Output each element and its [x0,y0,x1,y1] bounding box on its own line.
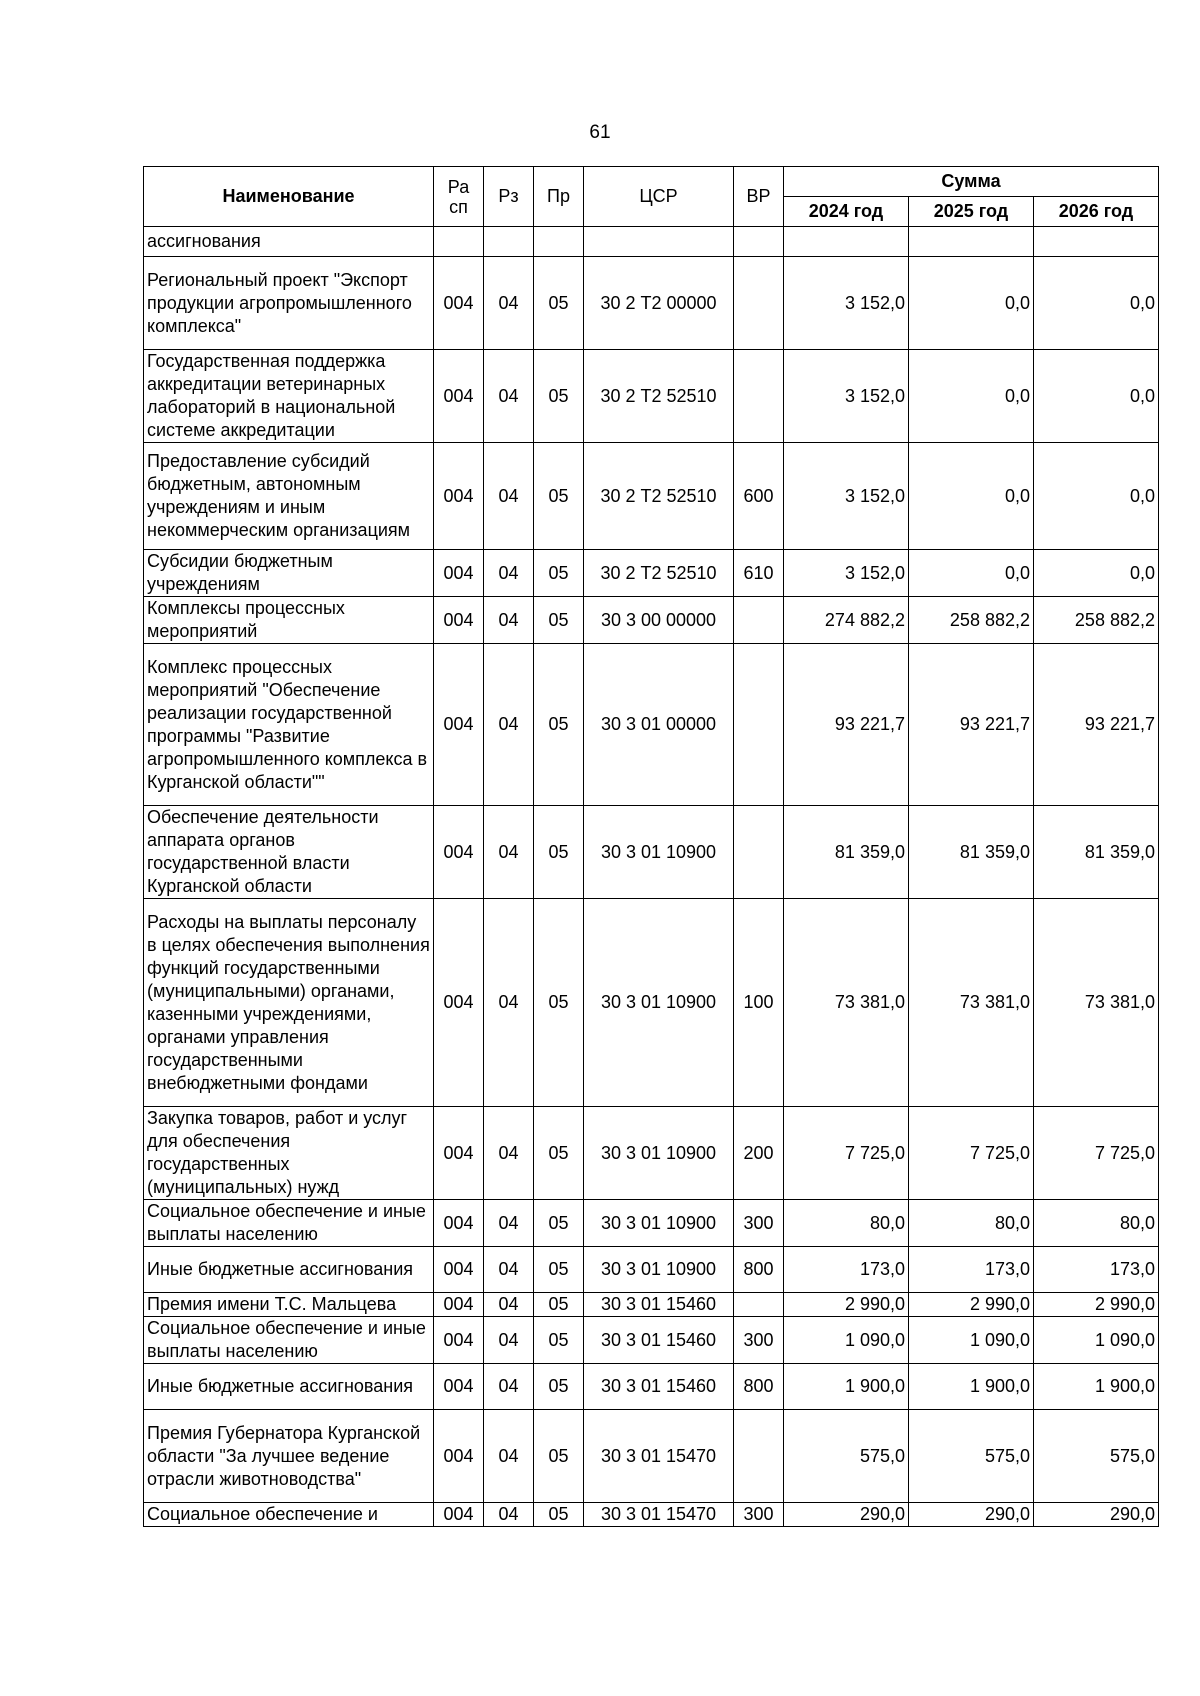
row-csr: 30 2 Т2 52510 [584,443,734,550]
row-2025: 2 990,0 [909,1293,1034,1317]
row-name: Иные бюджетные ассигнования [144,1247,434,1293]
table-row [144,1107,1159,1200]
row-pr: 05 [534,1107,584,1200]
row-name: Обеспечение деятельности аппарата органов государственной власти Курганской области [144,806,434,899]
row-name: Комплексы процессных мероприятий [144,597,434,644]
header-vr: ВР [734,167,784,227]
row-vr [734,257,784,350]
table-row [144,644,1159,806]
row-rasp: 004 [434,1317,484,1364]
header-rasp-line1: Ра [447,176,470,197]
row-name: Региональный проект "Экспорт продукции агропромышленного комплекса" [144,257,434,350]
row-name: Иные бюджетные ассигнования [144,1364,434,1410]
row-2026: 7 725,0 [1034,1107,1159,1200]
row-2025: 258 882,2 [909,597,1034,644]
table-row [144,350,1159,443]
row-rz: 04 [484,597,534,644]
row-2025: 575,0 [909,1410,1034,1503]
row-rasp: 004 [434,806,484,899]
row-name: Социальное обеспечение и иные выплаты населению [144,1317,434,1364]
row-2024: 3 152,0 [784,350,909,443]
row-rz: 04 [484,443,534,550]
row-2026: 258 882,2 [1034,597,1159,644]
row-csr: 30 3 01 15460 [584,1364,734,1410]
row-2024 [784,227,909,257]
row-rz: 04 [484,1317,534,1364]
table-row [144,899,1159,1107]
row-2025: 0,0 [909,257,1034,350]
row-csr: 30 3 01 15470 [584,1410,734,1503]
row-pr: 05 [534,806,584,899]
header-rasp-line2: сп [449,196,468,217]
row-2026: 290,0 [1034,1503,1159,1527]
row-2024: 3 152,0 [784,443,909,550]
row-2025: 80,0 [909,1200,1034,1247]
row-2026: 80,0 [1034,1200,1159,1247]
row-name: Комплекс процессных мероприятий "Обеспечение реализации государственной программы "Развитие агропромышленного комплекса в Курганской области"" [144,644,434,806]
row-pr: 05 [534,1317,584,1364]
row-rz: 04 [484,1200,534,1247]
row-csr: 30 3 01 10900 [584,1107,734,1200]
table-row [144,1410,1159,1503]
table-row [144,1247,1159,1293]
row-vr: 300 [734,1200,784,1247]
row-csr: 30 3 01 10900 [584,899,734,1107]
table-row [144,257,1159,350]
row-2024: 274 882,2 [784,597,909,644]
table-header [144,167,1159,227]
row-2026: 0,0 [1034,550,1159,597]
row-rasp: 004 [434,257,484,350]
row-csr: 30 2 Т2 00000 [584,257,734,350]
row-rasp: 004 [434,597,484,644]
row-rz: 04 [484,1503,534,1527]
row-name: Субсидии бюджетным учреждениям [144,550,434,597]
row-rz [484,227,534,257]
page-number: 61 [589,122,611,143]
row-vr: 610 [734,550,784,597]
row-vr [734,644,784,806]
row-name: Социальное обеспечение и [144,1503,434,1527]
row-vr: 300 [734,1317,784,1364]
row-csr: 30 3 00 00000 [584,597,734,644]
row-csr: 30 3 01 15460 [584,1317,734,1364]
row-csr: 30 3 01 10900 [584,1247,734,1293]
table-row [144,1317,1159,1364]
row-2025: 0,0 [909,550,1034,597]
row-pr: 05 [534,899,584,1107]
row-2025: 1 090,0 [909,1317,1034,1364]
row-pr: 05 [534,1200,584,1247]
row-vr: 300 [734,1503,784,1527]
row-rz: 04 [484,257,534,350]
row-rasp: 004 [434,1503,484,1527]
row-pr [534,227,584,257]
row-2026: 575,0 [1034,1410,1159,1503]
row-2026: 81 359,0 [1034,806,1159,899]
row-2025: 0,0 [909,350,1034,443]
row-rz: 04 [484,644,534,806]
row-vr: 800 [734,1247,784,1293]
row-2024: 2 990,0 [784,1293,909,1317]
row-rasp: 004 [434,1107,484,1200]
table-row [144,1200,1159,1247]
row-pr: 05 [534,550,584,597]
row-rasp: 004 [434,1410,484,1503]
row-2025 [909,227,1034,257]
table-row [144,1293,1159,1317]
row-2026: 2 990,0 [1034,1293,1159,1317]
row-2025: 73 381,0 [909,899,1034,1107]
row-csr [584,227,734,257]
row-2025: 1 900,0 [909,1364,1034,1410]
table-row [144,806,1159,899]
row-vr [734,1293,784,1317]
row-rasp: 004 [434,644,484,806]
row-name: Премия Губернатора Курганской области "За лучшее ведение отрасли животноводства" [144,1410,434,1503]
row-2024: 7 725,0 [784,1107,909,1200]
row-2026: 1 090,0 [1034,1317,1159,1364]
row-2024: 80,0 [784,1200,909,1247]
row-2025: 173,0 [909,1247,1034,1293]
row-vr: 200 [734,1107,784,1200]
row-vr [734,806,784,899]
row-name: Предоставление субсидий бюджетным, автономным учреждениям и иным некоммерческим организациям [144,443,434,550]
row-rasp: 004 [434,1293,484,1317]
row-2024: 290,0 [784,1503,909,1527]
table-row [144,550,1159,597]
header-pr: Пр [534,167,584,227]
row-rasp: 004 [434,1247,484,1293]
row-rasp: 004 [434,550,484,597]
row-2024: 1 900,0 [784,1364,909,1410]
row-pr: 05 [534,350,584,443]
row-rasp: 004 [434,443,484,550]
row-2025: 7 725,0 [909,1107,1034,1200]
header-summa: Сумма [784,167,1159,197]
row-name: Расходы на выплаты персоналу в целях обеспечения выполнения функций государственными (муниципальными) органами, казенными учреждениями, органами управления государственными внебюджетными фондами [144,899,434,1107]
row-rz: 04 [484,1364,534,1410]
row-rz: 04 [484,1410,534,1503]
row-pr: 05 [534,644,584,806]
row-pr: 05 [534,1293,584,1317]
row-2026: 1 900,0 [1034,1364,1159,1410]
table-row [144,227,1159,257]
row-csr: 30 2 Т2 52510 [584,350,734,443]
row-pr: 05 [534,1247,584,1293]
table-row [144,597,1159,644]
table-row [144,1503,1159,1527]
table-row [144,1364,1159,1410]
row-2025: 0,0 [909,443,1034,550]
row-vr: 800 [734,1364,784,1410]
row-2024: 93 221,7 [784,644,909,806]
row-rz: 04 [484,1107,534,1200]
row-rz: 04 [484,806,534,899]
row-rz: 04 [484,1247,534,1293]
table-body [144,227,1159,1527]
row-2024: 3 152,0 [784,257,909,350]
row-rz: 04 [484,899,534,1107]
row-2026: 0,0 [1034,257,1159,350]
table-row [144,443,1159,550]
row-2026: 0,0 [1034,443,1159,550]
row-rasp: 004 [434,1364,484,1410]
row-vr [734,597,784,644]
row-2024: 173,0 [784,1247,909,1293]
row-2026: 173,0 [1034,1247,1159,1293]
row-2024: 3 152,0 [784,550,909,597]
row-name: Премия имени Т.С. Мальцева [144,1293,434,1317]
row-2024: 575,0 [784,1410,909,1503]
row-pr: 05 [534,443,584,550]
row-name: Государственная поддержка аккредитации ветеринарных лабораторий в национальной системе аккредитации [144,350,434,443]
row-rz: 04 [484,550,534,597]
row-rasp: 004 [434,1200,484,1247]
row-csr: 30 3 01 15460 [584,1293,734,1317]
header-rz: Рз [484,167,534,227]
row-2024: 73 381,0 [784,899,909,1107]
row-pr: 05 [534,1503,584,1527]
header-2025: 2025 год [909,197,1034,227]
row-vr [734,227,784,257]
row-2025: 81 359,0 [909,806,1034,899]
row-pr: 05 [534,257,584,350]
row-name: Закупка товаров, работ и услуг для обеспечения государственных (муниципальных) нужд [144,1107,434,1200]
row-csr: 30 3 01 10900 [584,1200,734,1247]
row-vr: 100 [734,899,784,1107]
row-vr [734,350,784,443]
header-2024: 2024 год [784,197,909,227]
row-csr: 30 3 01 10900 [584,806,734,899]
row-pr: 05 [534,597,584,644]
row-csr: 30 3 01 15470 [584,1503,734,1527]
row-csr: 30 2 Т2 52510 [584,550,734,597]
row-2025: 290,0 [909,1503,1034,1527]
header-name: Наименование [144,167,434,227]
row-vr: 600 [734,443,784,550]
row-2024: 1 090,0 [784,1317,909,1364]
row-name: Социальное обеспечение и иные выплаты населению [144,1200,434,1247]
row-csr: 30 3 01 00000 [584,644,734,806]
header-rasp [434,167,484,227]
row-2026: 73 381,0 [1034,899,1159,1107]
row-2024: 81 359,0 [784,806,909,899]
row-rasp: 004 [434,350,484,443]
row-pr: 05 [534,1410,584,1503]
row-2026 [1034,227,1159,257]
row-2026: 93 221,7 [1034,644,1159,806]
row-name: ассигнования [144,227,434,257]
row-pr: 05 [534,1364,584,1410]
row-rasp [434,227,484,257]
row-2026: 0,0 [1034,350,1159,443]
row-vr [734,1410,784,1503]
budget-table [143,166,1159,1527]
row-2025: 93 221,7 [909,644,1034,806]
header-2026: 2026 год [1034,197,1159,227]
row-rasp: 004 [434,899,484,1107]
row-rz: 04 [484,350,534,443]
header-csr: ЦСР [584,167,734,227]
row-rz: 04 [484,1293,534,1317]
